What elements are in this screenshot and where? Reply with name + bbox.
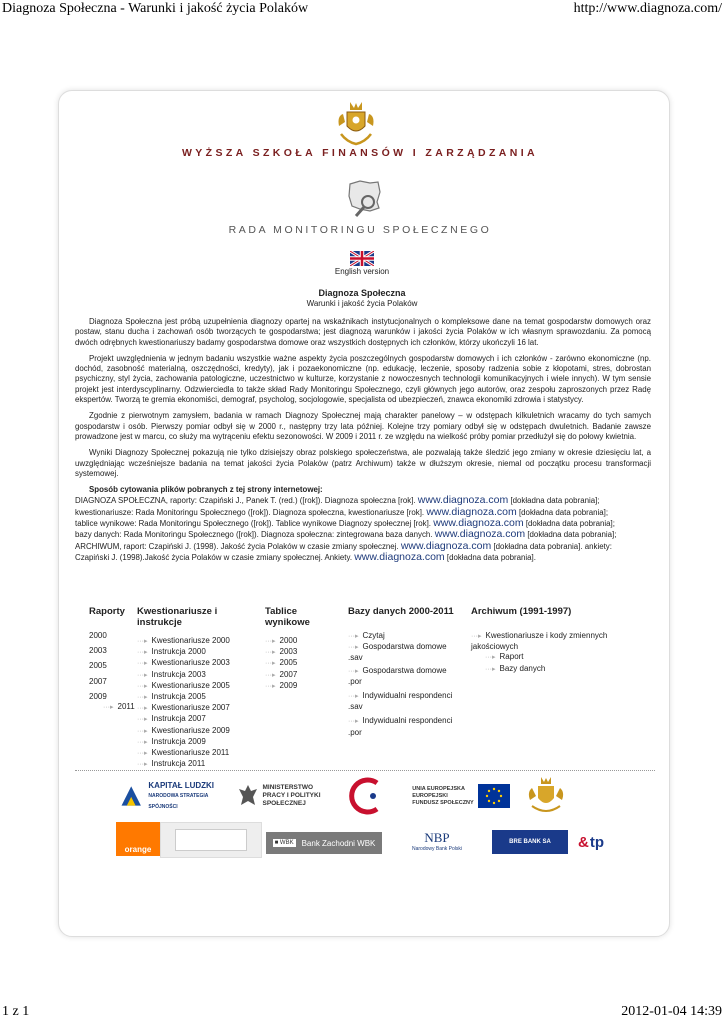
report-link-2003[interactable]: 2003 [89,646,107,656]
questionnaire-link[interactable]: ···▸ Kwestionariusze 2007 [137,703,230,713]
poland-map-icon [346,178,382,218]
citation-line: bazy danych: Rada Monitoringu Społecznego ([rok]). Diagnoza społeczna: zintegrowana baza danych. www.diagnoza.com [dokładna data pobrania]; [75,528,617,541]
arrow-icon: ···▸ [485,654,496,662]
column-heading: Bazy danych 2000-2011 [348,606,454,617]
report-link-2011[interactable]: ···▸ 2011 [103,702,135,712]
arrow-icon: ···▸ [348,718,359,726]
ministerstwo-nauki-badge [175,829,247,851]
questionnaire-link[interactable]: ···▸ Kwestionariusze 2009 [137,725,230,735]
page-subtitle: Warunki i jakość życia Polaków [306,299,418,308]
arrow-icon: ···▸ [471,633,482,640]
column-bazy [348,606,473,738]
questionnaire-link[interactable]: ···▸ Kwestionariusze 2011 [137,748,230,758]
bre-bank-logo[interactable]: BRE BANK SA [492,830,568,854]
column-archiwum [471,606,651,675]
diagnoza-link[interactable]: www.diagnoza.com [434,528,526,541]
diagnoza-link[interactable]: www.diagnoza.com [417,494,509,507]
column-tablice [265,606,345,692]
report-link-2005[interactable]: 2005 [89,661,107,671]
report-link-2000[interactable]: 2000 [89,631,107,640]
database-format[interactable]: .por [348,727,362,737]
citation-line: kwestionariusze: Rada Monitoringu Społecznego ([rok]). Diagnoza społeczna, kwestionariusze [rok]. www.diagnoza.com [dokładna data pobrania]; [75,505,609,518]
database-link[interactable]: ···▸ Czytaj [348,631,385,640]
kapital-ludzki-logo[interactable]: KAPITAŁ LUDZKI NARODOWA STRATEGIA SPÓJNOŚCI [118,778,228,814]
paragraph: Projekt uwzględnienia w jednym badaniu wszystkie ważne aspekty życia poszczególnych gospodarstw domowych i ich członków - zarówno ekonomiczne (np. dochód, zasobność materialną, oszczędności, kredyty), jak i pozaekonomiczne (np. edukację, leczenie, sposoby radzenia sobie z kłopotami, stres, dobrostan psychiczny, styl życia, zachowania patologiczne, uczestnictwo w kulturze, korzystanie z nowoczesnych technologii komunikacyjnych i wiele innych). W tym sensie projekt jest interdyscyplinarny. Odzwierciedla to także skład Rady Monitoringu Społecznego, czyli głównych jego autorów, oraz zespołu zaproszonych przez Radę ekspertów. Tworzą te gremia ekonomiści, demograf, psycholog, socjologowie, specjalista od ubezpieczeń, znawca ekonomiki zdrowia i statystycy. [75,353,651,405]
questionnaire-link[interactable]: ···▸ Instrukcja 2000 [137,647,206,657]
arrow-icon: ···▸ [265,671,276,679]
citation-line: ARCHIWUM, raport: Czapiński J. (1998). Jakość życia Polaków w czasie zmiany społecznej. www.diagnoza.com [dokładna data pobrania]. ankiety: [75,539,612,552]
council-name: RADA MONITORINGU SPOŁECZNEGO [228,224,492,236]
print-footer [0,1004,724,1024]
arrow-icon: ···▸ [265,660,276,668]
arrow-icon: ···▸ [348,633,359,640]
arrow-icon: ···▸ [137,705,148,713]
database-link[interactable]: ···▸ Gospodarstwa domowe [348,665,447,675]
arrow-icon: ···▸ [137,671,148,679]
eagle-icon [237,783,259,809]
column-heading: Kwestionariusze i instrukcje [137,606,218,628]
archive-link[interactable]: ···▸ Bazy danych [485,663,546,673]
paragraph: Zgodnie z pierwotnym zamysłem, badania w ramach Diagnozy Społecznej mają charakter panelowy – w odstępach kilkuletnich wracamy do tych samych gospodarstw i osób. Pierwszy pomiar odbył się w 2000 r., następny trzy lata później. Kolejne trzy pomiary odbył się w odstępach dwuletnich. Badanie zawsze prowadzone jest w marcu, co służy ma wytrąceniu efektu sezonowości. W 2009 i 2011 r. ze względu na wielkość próby pomiar przedłużył się do połowy kwietnia. [75,411,651,441]
report-link-2009[interactable]: 2009 [89,691,107,701]
arrow-icon: ···▸ [137,716,148,724]
orange-logo[interactable]: orange [116,822,160,856]
report-link-2007[interactable]: 2007 [89,676,107,686]
questionnaire-link[interactable]: ···▸ Instrukcja 2003 [137,669,206,679]
archive-link[interactable]: ···▸ Raport [485,652,524,662]
downloads-section [75,606,655,771]
print-footer-page: 1 z 1 [2,1004,30,1019]
database-format[interactable]: .sav [348,702,363,712]
ministerstwo-logo[interactable]: MINISTERSTWO PRACY I POLITYKI SPOŁECZNEJ [232,776,326,816]
citation-line: DIAGNOZA SPOŁECZNA, raporty: Czapiński J., Panek T. (red.) ([rok]). Diagnoza społeczna [rok]. www.diagnoza.com [dokładna data pobrania]; [75,494,600,507]
arrow-icon: ···▸ [137,638,148,645]
citation-line: tablice wynikowe: Rada Monitoringu Społecznego ([rok]). Tablice wynikowe Diagnozy społecznej [rok]. www.diagnoza.com [dokładna data pobrania]; [75,517,615,530]
database-link[interactable]: ···▸ Indywidualni respondenci [348,716,453,726]
archive-link-cont[interactable]: jakościowych [471,642,519,652]
centrum-logo[interactable] [332,776,402,816]
print-header [0,0,724,20]
arrow-icon: ···▸ [137,660,148,668]
table-link[interactable]: ···▸ 2009 [265,680,298,690]
ministerstwo-nauki-logo[interactable] [160,822,262,858]
diagnoza-link[interactable]: www.diagnoza.com [400,539,492,552]
arrow-icon: ···▸ [137,649,148,657]
questionnaire-link[interactable]: ···▸ Instrukcja 2007 [137,714,206,724]
table-link[interactable]: ···▸ 2007 [265,669,298,679]
table-link[interactable]: ···▸ 2005 [265,658,298,668]
questionnaire-link[interactable]: ···▸ Instrukcja 2011 [137,759,206,769]
unia-europejska-logo[interactable]: UNIA EUROPEJSKA EUROPEJSKI FUNDUSZ SPOŁECZNY [406,778,516,814]
column-heading: Archiwum (1991-1997) [471,606,572,617]
column-heading: Tablice wynikowe [265,606,310,628]
archive-link[interactable]: ···▸ Kwestionariusze i kody zmiennych [471,631,608,640]
column-raporty [89,606,139,713]
questionnaire-link[interactable]: ···▸ Instrukcja 2005 [137,692,206,702]
nbp-logo[interactable]: NBP Narodowy Bank Polski [411,830,463,852]
page-title: Diagnoza Społeczna [318,288,406,298]
eu-flag-icon [478,784,510,808]
print-footer-date: 2012-01-04 14:39 [621,1004,722,1019]
uk-flag-icon[interactable] [350,251,374,266]
bank-zachodni-logo[interactable]: ■ WBK Bank Zachodni WBK [266,832,382,854]
table-link[interactable]: ···▸ 2000 [265,636,298,645]
crest-icon [333,100,379,146]
column-heading: Raporty [89,606,125,617]
database-format[interactable]: .por [348,676,362,686]
bank-logo-mark: ■ WBK [274,840,294,846]
questionnaire-link[interactable]: ···▸ Kwestionariusze 2000 [137,636,230,645]
sponsor-logos [110,774,670,864]
diagnoza-link[interactable]: www.diagnoza.com [433,517,524,530]
table-link[interactable]: ···▸ 2003 [265,647,298,657]
arrow-icon: ···▸ [137,694,148,702]
arrow-icon: ···▸ [348,644,359,652]
print-header-title: Diagnoza Społeczna - Warunki i jakość życia Polaków [2,1,309,16]
paragraph: Wyniki Diagnozy Społecznej pokazują nie tylko dzisiejszy obraz polskiego społeczeństwa, ale pozwalają także śledzić jego zmiany w okresie dziesięciu lat, a uwzględniając wcześniejsze badania na temat jakości życia Polaków (patrz Archiwum) także w dłuższym okresie, niemal od początku procesu transformacji systemowej. [75,448,651,478]
arrow-icon: ···▸ [265,638,276,645]
column-kwestionariusze [137,606,267,770]
intro-text [75,317,651,563]
questionnaire-link[interactable]: ···▸ Kwestionariusze 2003 [137,658,230,668]
diagnoza-link[interactable]: www.diagnoza.com [426,505,517,518]
tp-ampersand: & [577,833,589,851]
paragraph: Diagnoza Społeczna jest próbą uzupełnienia diagnozy opartej na wskaźnikach instytucjonalnych o kompleksowe dane na temat gospodarstw domowych oraz postaw, stanu ducha i zachowań osób tworzących te gospodarstwa; jest diagnozą warunków i jakości życia Polaków w ich własnym sprawozdaniu. Za pomocą dwóch odrębnych kwestionariuszy badamy gospodarstwa domowe oraz wszystkich dostępnych ich członków, którzy ukończyli 16 lat. [75,317,651,347]
citation-line: Czapiński J. (1998).Jakość życia Polaków w czasie zmiany społecznej. Ankiety. www.diagnoza.com [dokładna data pobrania]. [75,550,536,563]
arrow-icon: ···▸ [137,761,148,769]
diagnoza-link[interactable]: www.diagnoza.com [354,550,445,563]
arrow-icon: ···▸ [485,665,496,673]
arrow-icon: ···▸ [348,693,359,701]
centrum-icon [347,777,387,815]
database-format[interactable]: .sav [348,653,363,663]
citation-heading: Sposób cytowania plików pobranych z tej strony internetowej: [89,485,323,495]
print-header-url: http://www.diagnoza.com/ [573,1,722,16]
kapital-ludzki-icon [118,781,144,811]
arrow-icon: ···▸ [103,704,114,712]
arrow-icon: ···▸ [137,738,148,746]
divider [75,770,655,771]
tp-logo[interactable]: & tp [577,833,604,851]
arrow-icon: ···▸ [265,649,276,657]
database-link[interactable]: ···▸ Indywidualni respondenci [348,691,453,701]
english-version-link[interactable]: English version [334,267,390,276]
university-name: WYŻSZA SZKOŁA FINANSÓW I ZARZĄDZANIA [181,147,539,159]
arrow-icon: ···▸ [265,682,276,690]
questionnaire-link[interactable]: ···▸ Kwestionariusze 2005 [137,680,230,690]
database-link[interactable]: ···▸ Gospodarstwa domowe [348,642,447,652]
arrow-icon: ···▸ [137,750,148,758]
arrow-icon: ···▸ [348,667,359,675]
crest-small-icon [524,774,568,818]
arrow-icon: ···▸ [137,682,148,690]
questionnaire-link[interactable]: ···▸ Instrukcja 2009 [137,736,206,746]
arrow-icon: ···▸ [137,727,148,735]
